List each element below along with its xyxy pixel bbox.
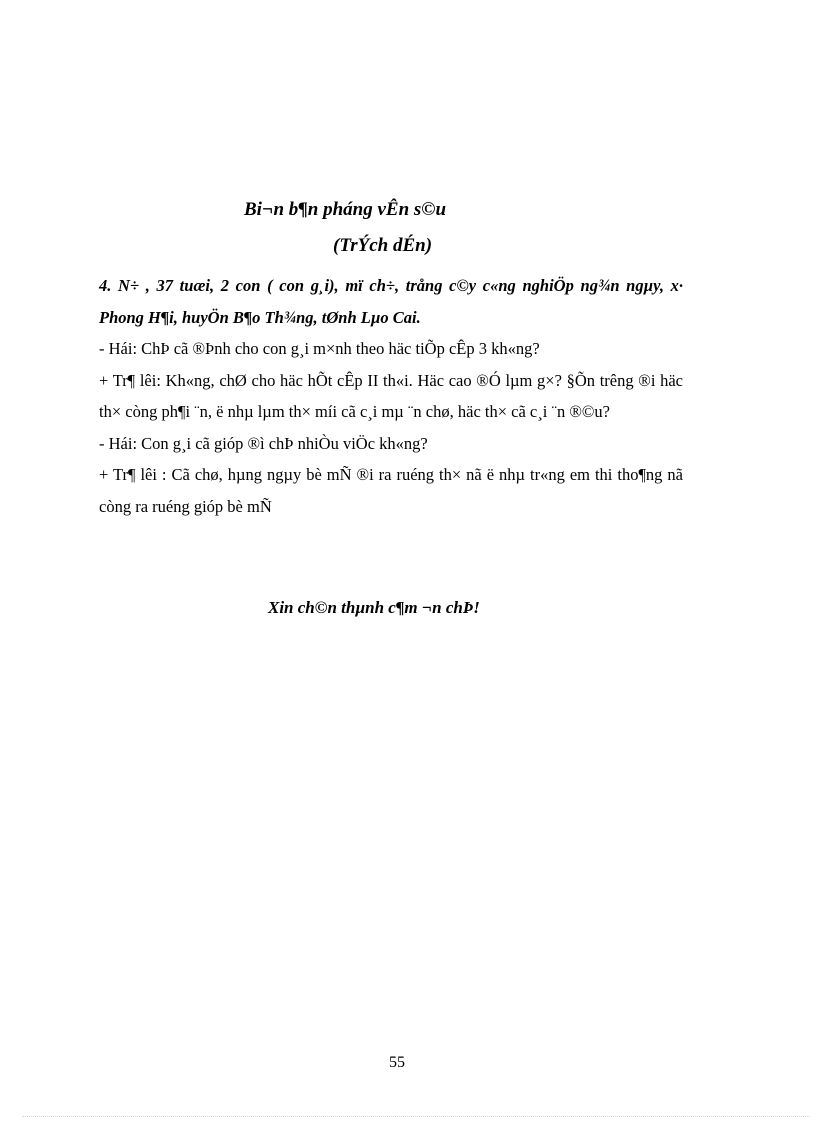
document-title: Bi¬n b¶n pháng vÊn s©u <box>244 199 447 220</box>
question-1: - Hái: ChÞ cã ®Þnh cho con g¸i m×nh theo häc tiÕp cÊp 3 kh«ng? <box>99 339 540 358</box>
page-number: 55 <box>389 1054 405 1071</box>
closing-thanks: Xin ch©n thµnh c¶m ¬n chÞ! <box>268 598 480 617</box>
interview-body <box>99 270 683 522</box>
interviewee-intro: 4. N÷ , 37 tuæi, 2 con ( con g¸i), mï ch÷, trång c©y c«ng nghiÖp ng¾n ngµy, x· Phong H¶i, huyÖn B¶o Th¾ng, tØnh Lµo Cai. <box>99 276 683 327</box>
answer-2: + Tr¶ lêi : Cã chø, hµng ngµy bè mÑ ®i ra ruéng th× nã ë nhµ tr«ng em thi tho¶ng nã còng ra ruéng gióp bè mÑ <box>99 465 683 516</box>
page-bottom-divider <box>22 1116 810 1117</box>
document-subtitle: (TrÝch dÉn) <box>333 235 433 256</box>
answer-1: + Tr¶ lêi: Kh«ng, chØ cho häc hÕt cÊp II th«i. Häc cao ®Ó lµm g×? §Õn trêng ®i häc th× còng ph¶i ¨n, ë nhµ lµm th× míi cã c¸i mµ ¨n chø, häc th× cã c¸i ¨n ®©u? <box>99 370 683 421</box>
question-2: - Hái: Con g¸i cã gióp ®ì chÞ nhiÒu viÖc kh«ng? <box>99 433 428 453</box>
